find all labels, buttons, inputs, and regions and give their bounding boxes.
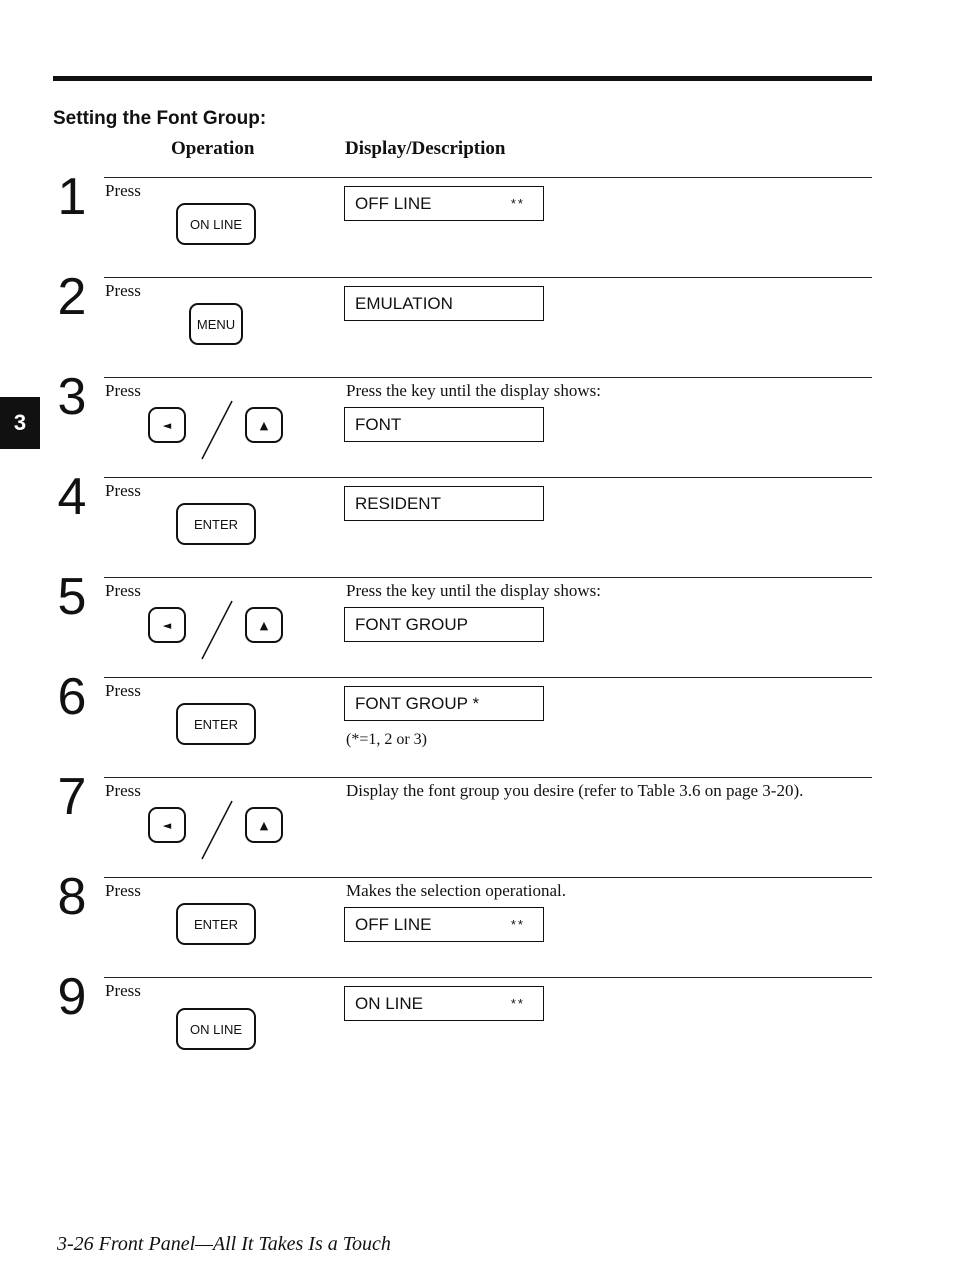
step-number: 3 (57, 368, 87, 426)
step-divider (104, 977, 872, 978)
press-label: Press (105, 381, 141, 400)
step-8 (0, 868, 954, 977)
up-arrow-key[interactable] (245, 607, 283, 643)
step-number: 2 (57, 268, 87, 326)
enter-key[interactable]: ENTER (176, 903, 256, 945)
press-label: Press (105, 281, 141, 300)
left-arrow-icon: ◄ (162, 818, 172, 832)
up-arrow-key[interactable] (245, 407, 283, 443)
lcd-stars: ** (510, 917, 525, 932)
step-number: 4 (57, 468, 87, 526)
slash-divider (194, 397, 242, 463)
enter-key[interactable]: ENTER (176, 703, 256, 745)
up-arrow-icon: ▲ (259, 418, 269, 432)
lcd-text: FONT (355, 414, 402, 434)
enter-key[interactable]: ENTER (176, 503, 256, 545)
left-arrow-key[interactable] (148, 407, 186, 443)
lcd-display (344, 986, 544, 1021)
press-label: Press (105, 581, 141, 600)
up-arrow-icon: ▲ (259, 818, 269, 832)
step-number: 9 (57, 968, 87, 1026)
step-2 (0, 268, 954, 377)
online-key[interactable]: ON LINE (176, 203, 256, 245)
lcd-text: OFF LINE (355, 914, 432, 934)
step-divider (104, 477, 872, 478)
top-rule (53, 76, 872, 81)
lcd-display (344, 286, 544, 321)
lcd-display (344, 686, 544, 721)
step-divider (104, 877, 872, 878)
lcd-stars: ** (510, 196, 525, 211)
step-1 (0, 168, 954, 277)
step-4 (0, 468, 954, 577)
step-5 (0, 568, 954, 677)
chapter-tab: 3 (0, 397, 40, 449)
lcd-display (344, 186, 544, 221)
online-key[interactable]: ON LINE (176, 1008, 256, 1050)
lcd-text: FONT GROUP * (355, 693, 480, 713)
step-number: 8 (57, 868, 87, 926)
up-arrow-icon: ▲ (259, 618, 269, 632)
step-7 (0, 768, 954, 877)
page-footer: 3-26 Front Panel—All It Takes Is a Touch (57, 1233, 391, 1255)
lcd-display (344, 907, 544, 942)
left-arrow-key[interactable] (148, 807, 186, 843)
press-label: Press (105, 681, 141, 700)
step-9 (0, 968, 954, 1077)
lcd-text: ON LINE (355, 993, 424, 1013)
step-divider (104, 177, 872, 178)
lcd-text: RESIDENT (355, 493, 441, 513)
step-divider (104, 377, 872, 378)
step-divider (104, 777, 872, 778)
step-description: Press the key until the display shows: (346, 581, 601, 600)
menu-key[interactable]: MENU (189, 303, 243, 345)
step-6 (0, 668, 954, 777)
step-number: 7 (57, 768, 87, 826)
column-header-display: Display/Description (345, 138, 506, 159)
step-divider (104, 677, 872, 678)
step-divider (104, 577, 872, 578)
step-number: 5 (57, 568, 87, 626)
lcd-text: FONT GROUP (355, 614, 469, 634)
left-arrow-icon: ◄ (162, 418, 172, 432)
step-note: (*=1, 2 or 3) (346, 731, 428, 748)
step-description: Makes the selection operational. (346, 881, 566, 900)
lcd-stars: ** (510, 996, 525, 1011)
slash-divider (194, 797, 242, 863)
lcd-display (344, 407, 544, 442)
step-divider (104, 277, 872, 278)
press-label: Press (105, 781, 141, 800)
step-number: 6 (57, 668, 87, 726)
step-number: 1 (57, 168, 87, 226)
press-label: Press (105, 981, 141, 1000)
slash-divider (194, 597, 242, 663)
left-arrow-key[interactable] (148, 607, 186, 643)
lcd-display (344, 486, 544, 521)
left-arrow-icon: ◄ (162, 618, 172, 632)
press-label: Press (105, 881, 141, 900)
press-label: Press (105, 181, 141, 200)
step-description: Display the font group you desire (refer to Table 3.6 on page 3-20). (346, 781, 804, 800)
step-description: Press the key until the display shows: (346, 381, 601, 400)
step-3 (0, 368, 954, 477)
lcd-text: OFF LINE (355, 193, 432, 213)
up-arrow-key[interactable] (245, 807, 283, 843)
lcd-display (344, 607, 544, 642)
lcd-text: EMULATION (355, 293, 453, 313)
section-title: Setting the Font Group: (53, 108, 267, 129)
press-label: Press (105, 481, 141, 500)
column-header-operation: Operation (171, 138, 255, 159)
